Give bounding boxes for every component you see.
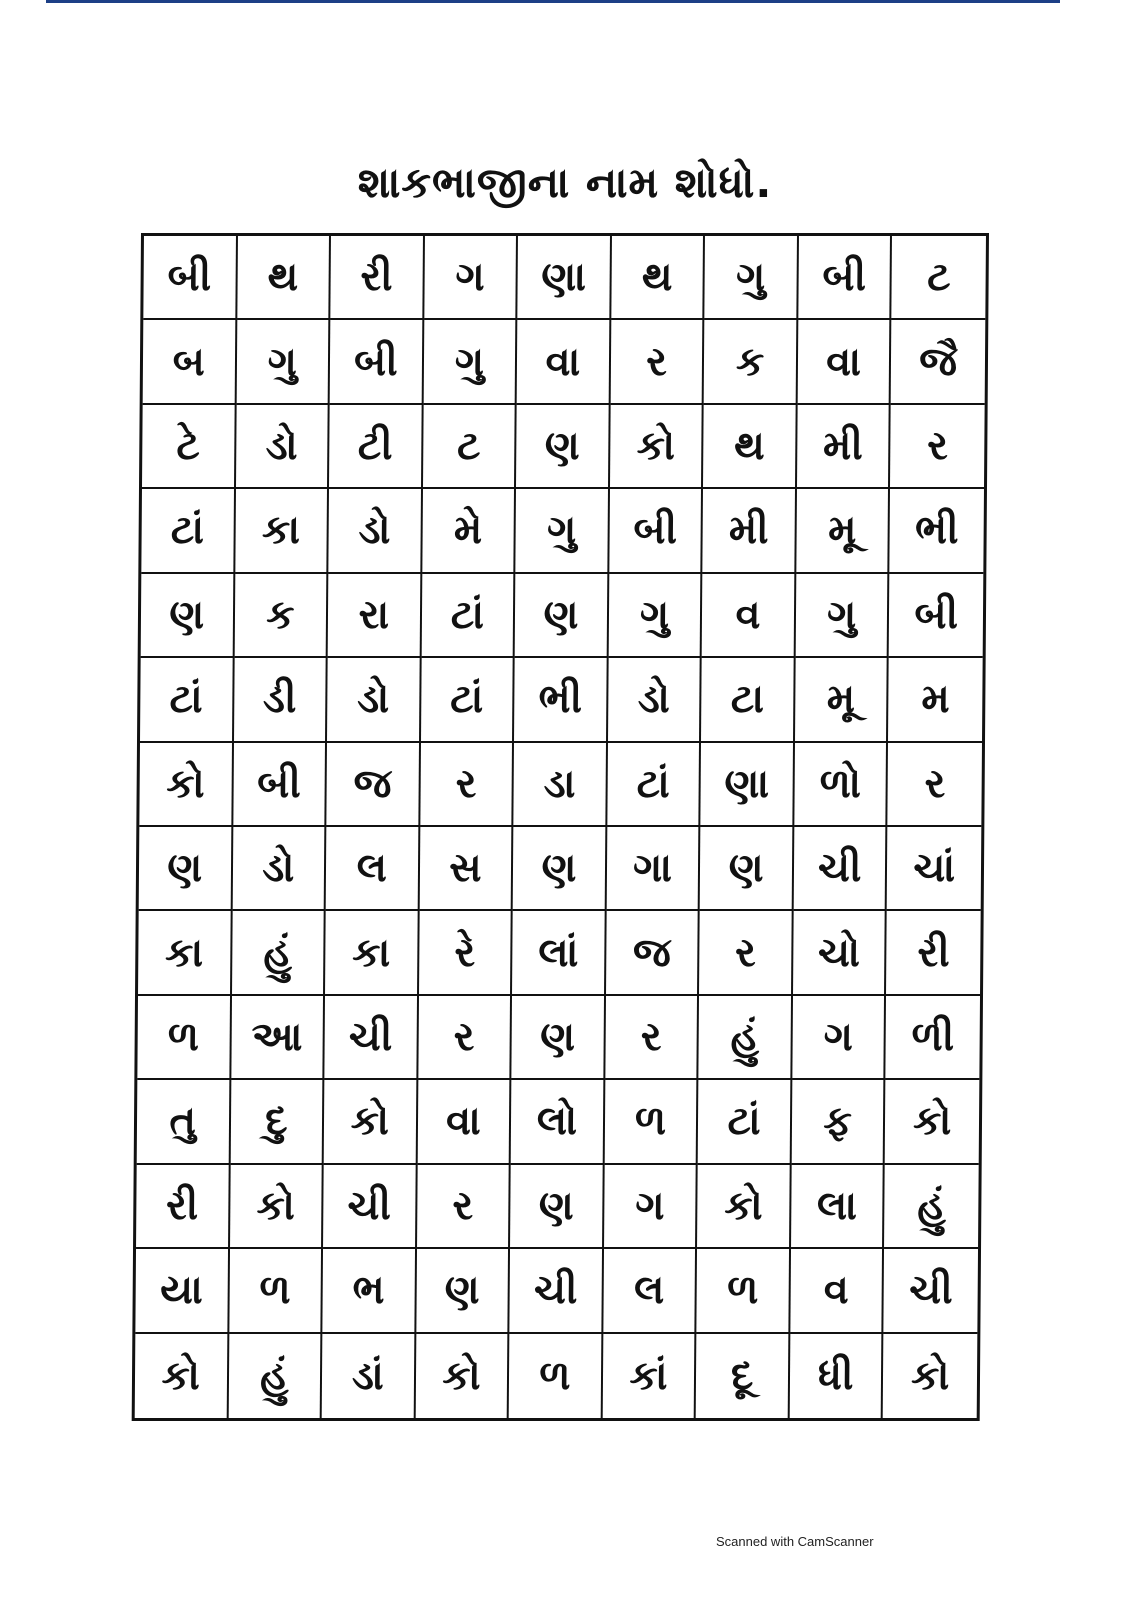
grid-cell: બી bbox=[330, 320, 424, 404]
grid-cell: ણ bbox=[416, 1249, 510, 1333]
grid-cell: વા bbox=[417, 1080, 511, 1164]
grid-cell: ચી bbox=[324, 996, 418, 1080]
grid-cell: ડો bbox=[608, 658, 702, 742]
grid-cell: લાં bbox=[512, 911, 606, 995]
grid-cell: લ bbox=[603, 1249, 697, 1333]
grid-cell: મ bbox=[888, 658, 982, 742]
grid-cell: રી bbox=[886, 911, 980, 995]
grid-cell: થ bbox=[703, 405, 797, 489]
grid-cell: લો bbox=[511, 1080, 605, 1164]
grid-cell: રી bbox=[330, 236, 424, 320]
grid-cell: ળ bbox=[229, 1249, 323, 1333]
grid-cell: આ bbox=[231, 996, 325, 1080]
word-search-grid bbox=[132, 233, 989, 1421]
grid-cell: લ bbox=[326, 827, 420, 911]
grid-cell: ડો bbox=[236, 405, 330, 489]
grid-cell: કા bbox=[235, 489, 329, 573]
grid-cell: કો bbox=[415, 1334, 509, 1418]
grid-cell: ડો bbox=[327, 658, 421, 742]
grid-cell: ણ bbox=[515, 574, 609, 658]
grid-cell: ર bbox=[420, 743, 514, 827]
grid-cell: ટાં bbox=[607, 743, 701, 827]
grid-cell: કો bbox=[230, 1165, 324, 1249]
grid-cell: ટી bbox=[329, 405, 423, 489]
grid-cell: ડી bbox=[234, 658, 328, 742]
grid-cell: તુ bbox=[137, 1080, 231, 1164]
grid-cell: ધી bbox=[790, 1334, 884, 1418]
grid-cell: ચો bbox=[793, 911, 887, 995]
grid-cell: ર bbox=[417, 1165, 511, 1249]
grid-cell: ળી bbox=[886, 996, 980, 1080]
grid-cell: કો bbox=[910, 1352, 950, 1399]
grid-cell: ણ bbox=[141, 574, 235, 658]
grid-cell: કાં bbox=[602, 1334, 696, 1418]
grid-cell: ગા bbox=[606, 827, 700, 911]
grid-cell: દુ bbox=[230, 1080, 324, 1164]
grid-cell: જ bbox=[606, 911, 700, 995]
grid-cell: યા bbox=[135, 1249, 229, 1333]
grid-cell: ર bbox=[418, 996, 512, 1080]
grid-cell: ગુ bbox=[423, 320, 517, 404]
grid-cell: જ bbox=[326, 743, 420, 827]
grid-cell: ણા bbox=[701, 743, 795, 827]
grid-cell: હું bbox=[232, 911, 326, 995]
grid-cell: કો bbox=[697, 1165, 791, 1249]
grid-cell: ગ bbox=[424, 236, 518, 320]
grid-cell: ગ bbox=[604, 1165, 698, 1249]
grid-cell: ટા bbox=[701, 658, 795, 742]
grid-cell: ળ bbox=[604, 1080, 698, 1164]
grid-cell: ડાં bbox=[322, 1334, 416, 1418]
grid-cell: ચી bbox=[794, 827, 888, 911]
grid-cell: ડા bbox=[514, 743, 608, 827]
grid-cell: ર bbox=[699, 911, 793, 995]
grid-cell: વ bbox=[702, 574, 796, 658]
grid-cell: ગુ bbox=[796, 574, 890, 658]
grid-cell: ર bbox=[888, 743, 982, 827]
grid-cell: ણા bbox=[518, 236, 612, 320]
grid-cell: ચી bbox=[510, 1249, 604, 1333]
grid-cell: હું bbox=[699, 996, 793, 1080]
grid-cell: રે bbox=[419, 911, 513, 995]
grid-cell: મી bbox=[797, 405, 891, 489]
grid-cell: હું bbox=[884, 1165, 978, 1249]
grid-cell: મી bbox=[703, 489, 797, 573]
grid-cell: હું bbox=[228, 1334, 322, 1418]
grid-cell: ચાં bbox=[887, 827, 981, 911]
grid-cell: ળો bbox=[794, 743, 888, 827]
grid-cell: થ bbox=[611, 236, 705, 320]
grid-cell: બી bbox=[889, 574, 983, 658]
grid-cell: થ bbox=[237, 236, 331, 320]
grid-cell: બ bbox=[143, 320, 237, 404]
grid-cell: ણ bbox=[516, 405, 610, 489]
grid-cell: કો bbox=[139, 743, 233, 827]
grid-cell: મે bbox=[422, 489, 516, 573]
grid-cell: કો bbox=[324, 1080, 418, 1164]
grid-cell: ર bbox=[610, 320, 704, 404]
grid-cell: ક bbox=[704, 320, 798, 404]
grid-cell: ક bbox=[234, 574, 328, 658]
grid-cell: ટાં bbox=[140, 658, 234, 742]
grid-cell: ચી bbox=[884, 1249, 978, 1333]
grid-cell: ટાં bbox=[141, 489, 235, 573]
grid-cell: કા bbox=[138, 911, 232, 995]
grid-cell: ગુ bbox=[236, 320, 330, 404]
grid-cell: મૂ bbox=[795, 658, 889, 742]
grid-cell: વા bbox=[798, 320, 892, 404]
grid-cell: જૈ bbox=[891, 320, 985, 404]
grid-cell: ડો bbox=[328, 489, 422, 573]
grid-cell: ટ bbox=[892, 236, 986, 320]
grid-cell: રી bbox=[136, 1165, 230, 1249]
grid-cell: ણ bbox=[513, 827, 607, 911]
grid-cell: ફ bbox=[792, 1080, 886, 1164]
grid-cell: ર bbox=[890, 405, 984, 489]
grid-cell: ગુ bbox=[516, 489, 610, 573]
grid-cell: બી bbox=[233, 743, 327, 827]
grid-cell: ટે bbox=[142, 405, 236, 489]
grid-cell: ભી bbox=[890, 489, 984, 573]
grid-cell: બી bbox=[798, 236, 892, 320]
grid-cell: લા bbox=[791, 1165, 885, 1249]
scanner-footer: Scanned with CamScanner bbox=[716, 1534, 874, 1549]
grid-cell: ટાં bbox=[421, 658, 515, 742]
grid-cell: દૂ bbox=[696, 1334, 790, 1418]
grid-cell: ળ bbox=[509, 1334, 603, 1418]
grid-cell: ર bbox=[605, 996, 699, 1080]
grid-cell: ભી bbox=[514, 658, 608, 742]
grid-cell: ગુ bbox=[705, 236, 799, 320]
grid-cell: ણ bbox=[139, 827, 233, 911]
grid-cell: ળ bbox=[697, 1249, 791, 1333]
grid-cell: સ bbox=[419, 827, 513, 911]
grid-cell: વ bbox=[790, 1249, 884, 1333]
grid-cell: બી bbox=[609, 489, 703, 573]
grid-cell: ચી bbox=[323, 1165, 417, 1249]
page-title: શાકભાજીના નામ શોધો. bbox=[357, 158, 773, 207]
grid-cell: વા bbox=[517, 320, 611, 404]
grid-cell: ટ bbox=[423, 405, 517, 489]
grid-cell: ડો bbox=[232, 827, 326, 911]
grid-cell: ટાં bbox=[698, 1080, 792, 1164]
grid-cell: ણ bbox=[512, 996, 606, 1080]
grid-cell: ભ bbox=[322, 1249, 416, 1333]
grid-cell: કો bbox=[135, 1334, 229, 1418]
grid-cell: રા bbox=[328, 574, 422, 658]
grid-cell: કો bbox=[885, 1080, 979, 1164]
grid-cell: ટાં bbox=[421, 574, 515, 658]
grid-cell: ણ bbox=[700, 827, 794, 911]
grid-cell: કો bbox=[610, 405, 704, 489]
grid-cell: ગ bbox=[792, 996, 886, 1080]
top-rule bbox=[46, 0, 1060, 3]
grid-cell: મૂ bbox=[796, 489, 890, 573]
grid-cell: ળ bbox=[137, 996, 231, 1080]
grid-cell: બી bbox=[143, 236, 237, 320]
grid-cell: કા bbox=[325, 911, 419, 995]
grid-cell: ણ bbox=[510, 1165, 604, 1249]
grid-cell: ગુ bbox=[608, 574, 702, 658]
